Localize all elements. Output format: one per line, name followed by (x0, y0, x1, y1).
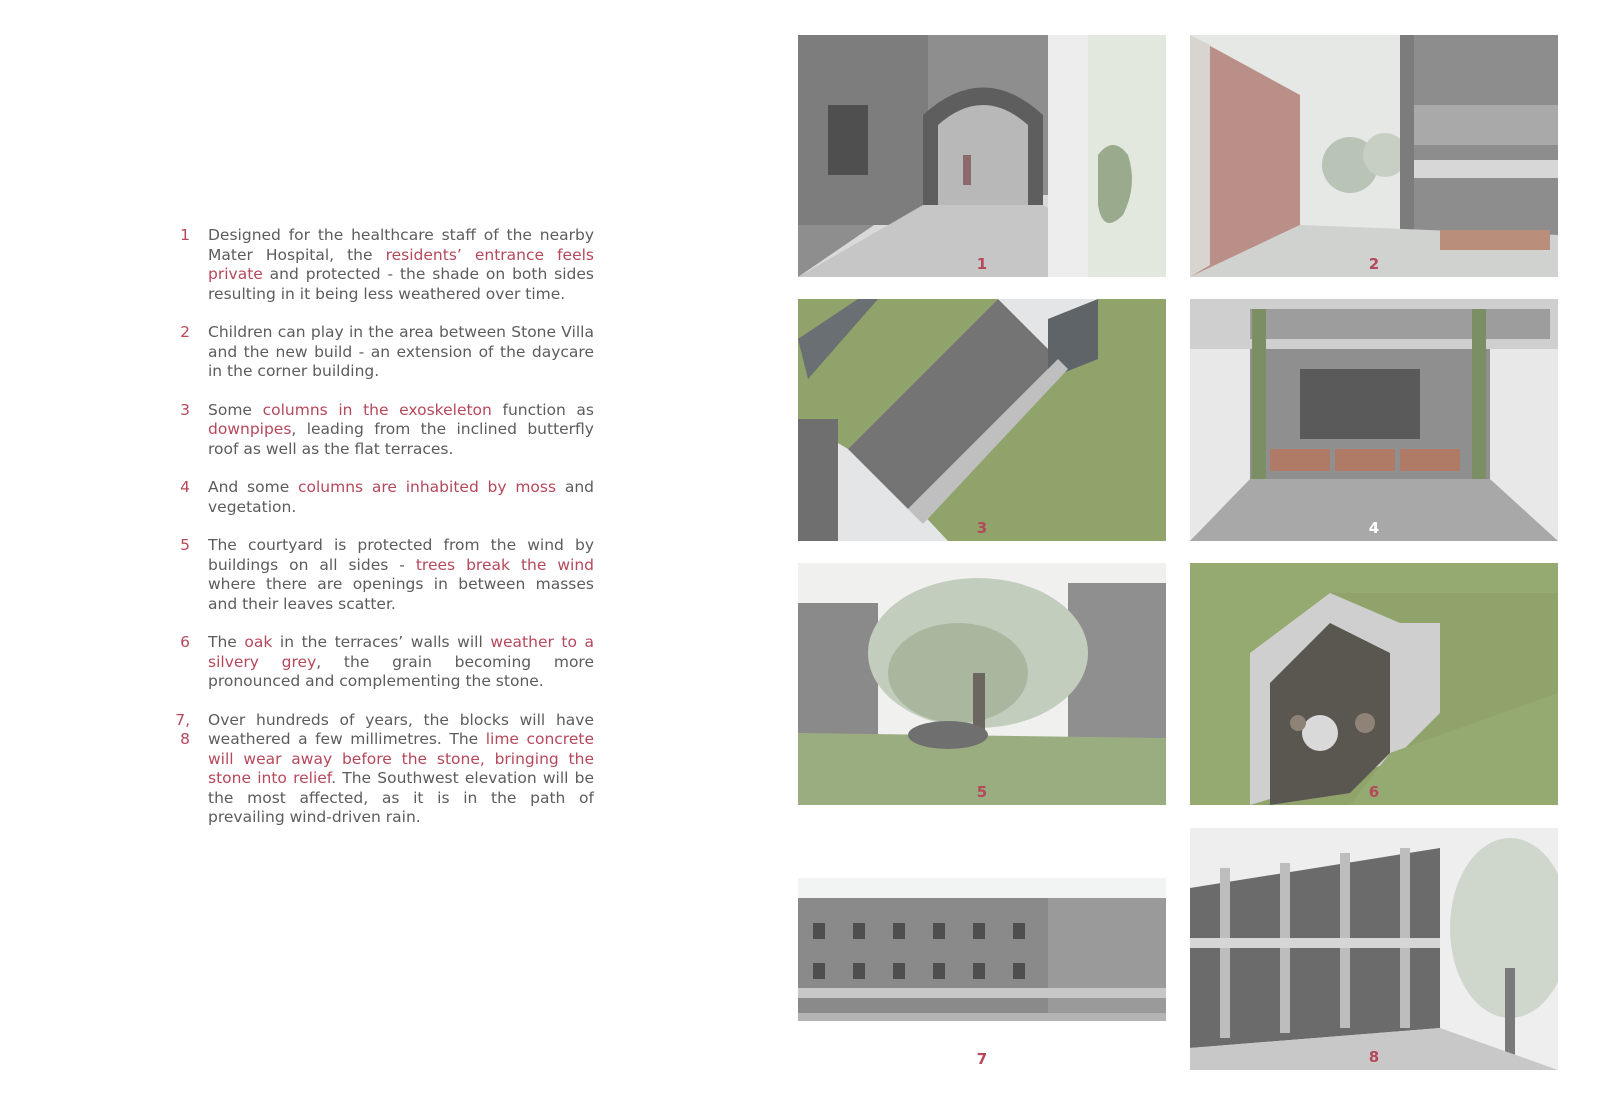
note-text: Some columns in the exoskeleton function as downpipes, leading from the inclined butterfly roof as well as the flat terraces. (208, 400, 595, 458)
note-text: Children can play in the area between Stone Villa and the new build - an extension of the daycare in the corner building. (208, 323, 594, 380)
render-roof-downpipes (798, 299, 1166, 541)
image-number: 1 (976, 255, 988, 273)
note-number: 4 (180, 478, 190, 496)
render-oak-terrace (1190, 563, 1558, 805)
image-number: 6 (1368, 783, 1380, 801)
image-number: 4 (1368, 519, 1380, 537)
note-item-1 (170, 226, 594, 304)
note-number: 1 (180, 226, 190, 244)
note-number: 6 (180, 633, 190, 651)
note-number: 3 (180, 400, 190, 419)
note-number: 5 (180, 536, 190, 554)
note-text: Over hundreds of years, the blocks will have weathered a few millimetres. The lime concrete will wear away before the stone, bringing the stone into relief. The Southwest elevation will be the most affected, as it is in the path of prevailing wind-driven rain. (208, 710, 595, 826)
note-text: Designed for the healthcare staff of the nearby Mater Hospital, the residents’ entrance feels private and protected - the shade on both sides resulting in it being less weathered over time. (208, 226, 595, 303)
image-number: 8 (1368, 1048, 1380, 1066)
image-number: 7 (976, 1050, 988, 1068)
note-item-4 (170, 478, 594, 517)
annotation-list (170, 226, 594, 847)
render-entrance-passage (798, 35, 1166, 277)
render-exoskeleton-view (1190, 828, 1558, 1070)
note-item-7-8 (170, 711, 594, 828)
render-southwest-elevation (798, 828, 1166, 1070)
render-moss-columns (1190, 299, 1558, 541)
note-item-5 (170, 536, 594, 614)
render-play-area (1190, 35, 1558, 277)
note-text: The oak in the terraces’ walls will weather to a silvery grey, the grain becoming more pronounced and complementing the stone. (208, 633, 595, 690)
render-courtyard-tree (798, 563, 1166, 805)
image-number: 5 (976, 783, 988, 801)
image-number: 3 (976, 519, 988, 537)
note-text: And some columns are inhabited by moss and vegetation. (208, 478, 594, 516)
note-number: 7, 8 (175, 710, 190, 748)
note-item-3 (170, 401, 594, 460)
note-item-2 (170, 323, 594, 382)
note-text: The courtyard is protected from the wind by buildings on all sides - trees break the wind where there are openings in between masses and their leaves scatter. (208, 536, 594, 613)
image-number: 2 (1368, 255, 1380, 273)
note-number: 2 (180, 323, 190, 341)
note-item-6 (170, 633, 594, 692)
